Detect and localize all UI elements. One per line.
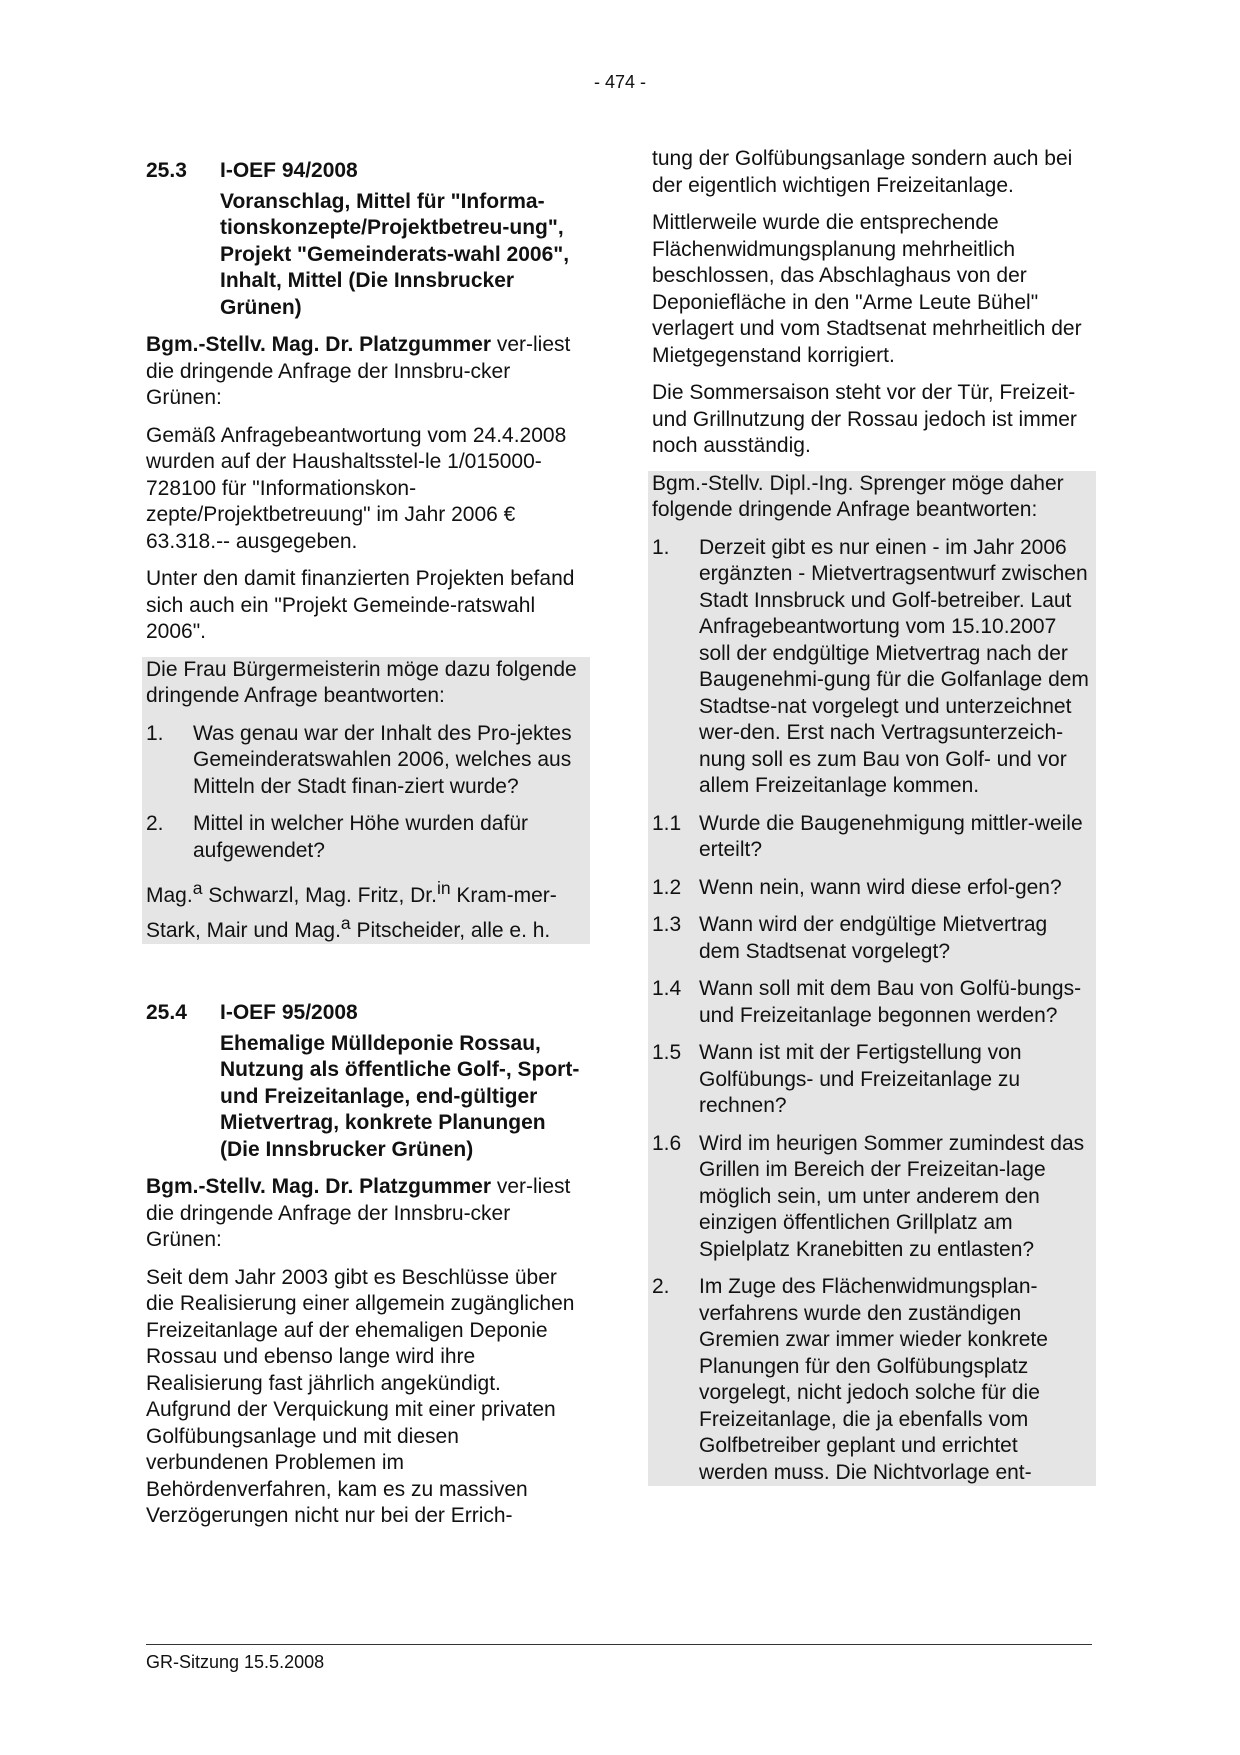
- section-code: I-OEF 95/2008: [220, 1001, 358, 1024]
- section-title: Voranschlag, Mittel für "Informa-tionskonzepte/Projektbetreu-ung", Projekt "Gemeinderats-wahl 2006", Inhalt, Mittel (Die Innsbrucker Grünen): [220, 189, 570, 319]
- question-text: Wenn nein, wann wird diese erfol-gen?: [699, 875, 1062, 899]
- body-paragraph: Mittlerweile wurde die entsprechende Flächenwidmungsplanung mehrheitlich beschlossen, das Abschlaghaus von der Deponiefläche in den "Arme Leute Bühel" verlagert und vom Stadtsenat mehrheitlich der Mietgegenstand korrigiert.: [652, 211, 1082, 367]
- request-box: [142, 657, 590, 945]
- body-paragraph: Die Sommersaison steht vor der Tür, Freizeit- und Grillnutzung der Rossau jedoch ist immer noch ausständig.: [652, 381, 1077, 457]
- speaker-text: ver-liest die dringende Anfrage der Innsbru-cker Grünen:: [146, 333, 571, 409]
- question-item: [652, 811, 1092, 864]
- question-number: 1.4: [652, 977, 682, 1000]
- question-text: Wurde die Baugenehmigung mittler-weile erteilt?: [699, 811, 1083, 861]
- speaker-name: Bgm.-Stellv. Mag. Dr. Platzgummer: [146, 333, 492, 356]
- question-text: Wann wird der endgültige Mietvertrag dem Stadtsenat vorgelegt?: [699, 913, 1048, 963]
- question-item: [652, 535, 1092, 800]
- request-intro: Die Frau Bürgermeisterin möge dazu folgende dringende Anfrage beantworten:: [146, 657, 577, 707]
- question-item: [652, 976, 1092, 1029]
- body-paragraph: Unter den damit finanzierten Projekten befand sich auch ein "Projekt Gemeinde-ratswahl 2006".: [146, 567, 575, 643]
- question-text: Mittel in welcher Höhe wurden dafür aufgewendet?: [193, 812, 528, 862]
- question-item: [146, 811, 586, 864]
- question-text: Was genau war der Inhalt des Pro-jektes Gemeinderatswahlen 2006, welches aus Mitteln der Stadt finan-ziert wurde?: [193, 721, 572, 798]
- question-text: Wann ist mit der Fertigstellung von Golfübungs- und Freizeitanlage zu rechnen?: [699, 1041, 1022, 1117]
- request-box: [648, 471, 1096, 1487]
- body-paragraph: tung der Golfübungsanlage sondern auch bei der eigentlich wichtigen Freizeitanlage.: [652, 147, 1073, 197]
- footer-text: GR-Sitzung 15.5.2008: [146, 1652, 325, 1672]
- question-number: 2.: [146, 812, 164, 835]
- question-item: [652, 1131, 1092, 1264]
- question-number: 1.2: [652, 875, 682, 899]
- question-number: 1.: [652, 535, 670, 559]
- speaker-paragraph: [146, 1174, 586, 1254]
- question-text: Im Zuge des Flächenwidmungsplan-verfahrens wurde den zuständigen Gremien zwar immer wieder konkrete Planungen für den Golfübungsplatz vorgelegt, nicht jedoch solche für die Freizeitanlage, die ja ebenfalls vom Golfbetreiber geplant und errichtet werden muss. Die Nichtvorlage ent-: [699, 1275, 1048, 1484]
- question-item: [652, 1040, 1092, 1120]
- question-item: [652, 875, 1092, 902]
- speaker-paragraph: [146, 332, 586, 412]
- section-spacer: [146, 944, 586, 1000]
- section-number: 25.4: [146, 1001, 187, 1024]
- question-text: Derzeit gibt es nur einen - im Jahr 2006 ergänzten - Mietvertragsentwurf zwischen Stadt Innsbruck und Golf-betreiber. Laut Anfragebeantwortung vom 15.10.2007 soll der endgültige Mietvertrag nach der Baugenehmi-gung für die Golfanlage dem Stadtse-nat vorgelegt und unterzeichnet wer-den. Erst nach Vertragsunterzeich-nung soll es zum Bau von Golf- und vor allem Freizeitanlage kommen.: [699, 535, 1089, 797]
- question-text: Wann soll mit dem Bau von Golfü-bungs- und Freizeitanlage begonnen werden?: [699, 977, 1082, 1027]
- left-column: [146, 158, 586, 1541]
- right-column: [652, 146, 1092, 1486]
- page-number: - 474 -: [593, 72, 647, 92]
- signatories: Mag.$^a$ Schwarzl, Mag. Fritz, Dr.$^{in}$ Kram-mer-Stark, Mair und Mag.$^a$ Pitscheider, alle e. h.: [146, 878, 557, 942]
- footer-divider: [146, 1644, 1092, 1645]
- body-paragraph: Seit dem Jahr 2003 gibt es Beschlüsse über die Realisierung einer allgemein zugänglichen Freizeitanlage auf der ehemaligen Deponie Rossau und ebenso lange wird ihre Realisierung fast jährlich angekündigt. Aufgrund der Verquickung mit einer privaten Golfübungsanlage und mit diesen verbundenen Problemen im Behördenverfahren, kam es zu massiven Verzögerungen nicht nur bei der Errich-: [146, 1265, 575, 1527]
- question-text: Wird im heurigen Sommer zumindest das Grillen im Bereich der Freizeitan-lage möglich sein, um unter anderem den einzigen öffentlichen Grillplatz am Spielplatz Kranebitten zu entlasten?: [699, 1131, 1085, 1261]
- question-number: 1.6: [652, 1131, 682, 1155]
- section-heading: [146, 158, 586, 185]
- question-item: [652, 1274, 1092, 1486]
- section-number: 25.3: [146, 159, 187, 182]
- section-heading: [146, 1000, 586, 1027]
- body-paragraph: Gemäß Anfragebeantwortung vom 24.4.2008 wurden auf der Haushaltsstel-le 1/015000-728100 für "Informationskon-zepte/Projektbetreuung" im Jahr 2006 € 63.318.-- ausgegeben.: [146, 423, 567, 553]
- speaker-name: Bgm.-Stellv. Mag. Dr. Platzgummer: [146, 1175, 492, 1198]
- question-number: 1.1: [652, 811, 682, 835]
- speaker-text: ver-liest die dringende Anfrage der Innsbru-cker Grünen:: [146, 1175, 571, 1251]
- section-code: I-OEF 94/2008: [220, 159, 358, 182]
- section-title: Ehemalige Mülldeponie Rossau, Nutzung als öffentliche Golf-, Sport- und Freizeitanlage, end-gültiger Mietvertrag, konkrete Planungen (Die Innsbrucker Grünen): [220, 1031, 580, 1161]
- question-number: 1.: [146, 721, 164, 745]
- request-intro: Bgm.-Stellv. Dipl.-Ing. Sprenger möge daher folgende dringende Anfrage beantworten:: [652, 471, 1064, 521]
- question-item: [146, 721, 586, 801]
- question-item: [652, 912, 1092, 965]
- question-number: 2.: [652, 1275, 670, 1298]
- question-number: 1.3: [652, 913, 682, 936]
- question-number: 1.5: [652, 1041, 682, 1064]
